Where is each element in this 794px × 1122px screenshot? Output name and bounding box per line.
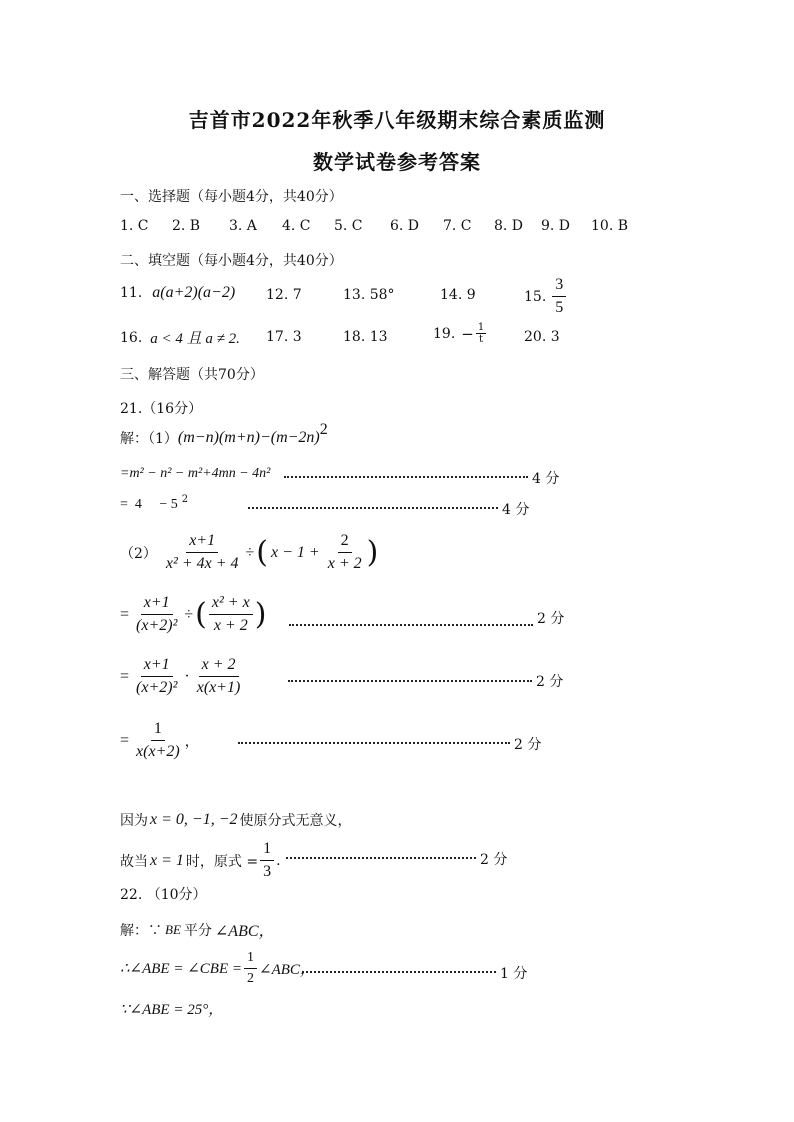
right-paren: ) (254, 596, 267, 632)
fraction (325, 532, 365, 573)
mc-answer: 9. D (541, 218, 571, 234)
mc-answer: 5. C (334, 218, 363, 234)
numerator: 3 (552, 276, 566, 297)
question-number: 19. (433, 325, 456, 342)
q22-line2 (120, 950, 315, 987)
section3-heading: 三、解答题（共70分） (120, 367, 264, 383)
q22-heading: 22. （10分） (120, 887, 207, 903)
dot-leader (286, 857, 476, 859)
denominator: x(x+2) (136, 743, 180, 760)
q21-step4 (120, 656, 245, 697)
note-text: . (276, 852, 281, 869)
denominator: (x+2)² (136, 617, 178, 634)
math-expression: ∵∠ABE = 25°， (120, 1002, 224, 1018)
mc-answer: 1. C (120, 218, 149, 234)
fill-answer-15 (524, 276, 568, 317)
denominator: t (479, 334, 484, 345)
q21-note2 (120, 840, 281, 881)
equals-sign: = (120, 605, 130, 623)
section2-heading: 二、填空题（每小题4分，共40分） (120, 253, 343, 269)
mc-answer: 8. D (494, 218, 524, 234)
question-number: 16. (120, 329, 143, 346)
q21-note1 (120, 810, 352, 830)
q21-step2 (120, 493, 189, 513)
fill-answer-17: 17. 3 (266, 329, 302, 345)
denominator: x(x+1) (196, 679, 241, 696)
equals-sign: = (120, 731, 130, 749)
multiply-dot: · (184, 667, 190, 685)
math-expression: BE (165, 921, 181, 937)
fraction (209, 594, 253, 635)
page-subtitle: 数学试卷参考答案 (313, 150, 481, 174)
q21-part1 (120, 421, 328, 448)
dot-leader (284, 476, 528, 478)
q21-step5 (120, 720, 199, 761)
dot-leader (302, 971, 496, 973)
question-number: 15. (524, 288, 547, 305)
dot-leader (288, 680, 532, 682)
question-number: 11. (120, 285, 143, 301)
fraction (552, 276, 566, 317)
numerator: 1 (477, 322, 485, 333)
right-paren: ) (366, 534, 379, 570)
note-text: 平分 (183, 922, 212, 939)
math-expression: x − 1 + (271, 543, 320, 561)
numerator: x+1 (141, 656, 173, 677)
mc-answer: 2. B (172, 218, 201, 234)
left-paren: ( (195, 596, 207, 632)
note-text: 因为 (120, 813, 148, 829)
numerator: 2 (338, 532, 352, 553)
denominator: 3 (263, 863, 272, 880)
denominator: x + 2 (213, 617, 248, 634)
score-label: 4 分 (502, 502, 530, 518)
mc-answer: 7. C (443, 218, 472, 234)
left-paren: ( (256, 534, 269, 570)
math-expression: a < 4 且 a ≠ 2. (150, 331, 240, 347)
section1-heading: 一、选择题（每小题4分，共40分） (120, 189, 343, 205)
comma: ， (184, 733, 199, 750)
mc-answer: 3. A (229, 218, 257, 234)
math-expression: ∠ABC， (214, 923, 275, 940)
score-label: 2 分 (480, 852, 508, 868)
minus-sign: − (461, 324, 474, 343)
exponent: 2 (319, 421, 328, 438)
note-text: 故当 (120, 853, 148, 870)
numerator: 1 (151, 720, 165, 741)
fraction (133, 720, 183, 761)
fraction (133, 656, 180, 697)
fill-answer-14: 14. 9 (440, 287, 476, 303)
fraction (194, 656, 244, 697)
fill-answer-13: 13. 58° (343, 287, 395, 303)
divide-sign: ÷ (184, 605, 194, 623)
numerator: 1 (244, 950, 257, 969)
math-expression: =m² − n² − m²+4mn − 4n² (120, 466, 271, 481)
score-label: 2 分 (537, 611, 565, 627)
numerator: x² + x (209, 594, 253, 615)
math-expression: x = 1 (150, 851, 184, 869)
denominator: x² + 4x + 4 (165, 555, 239, 572)
math-expression: ∠ABC， (259, 962, 315, 978)
q21-step3 (120, 594, 266, 635)
mc-answer: 10. B (591, 218, 629, 234)
score-label: 2 分 (536, 674, 564, 690)
numerator: x + 2 (199, 656, 239, 677)
fraction (260, 840, 274, 881)
denominator: x + 2 (327, 555, 362, 572)
fraction (133, 594, 180, 635)
note-text: 时，原式 = (185, 853, 259, 870)
denominator: 2 (247, 971, 254, 986)
math-expression: (m−n)(m+n)−(m−2n) (177, 429, 320, 446)
fill-answer-20: 20. 3 (524, 329, 560, 345)
q22-line3 (120, 998, 223, 1019)
q21-part2 (120, 532, 378, 573)
fill-answer-11 (120, 284, 235, 302)
score-label: 1 分 (500, 966, 528, 982)
solution-label: 解：（1） (120, 431, 178, 447)
q22-line1 (120, 918, 275, 941)
numerator: 1 (260, 840, 274, 861)
math-expression: a(a+2)(a−2) (152, 284, 236, 301)
mc-answer: 4. C (282, 218, 311, 234)
denominator: (x+2)² (136, 679, 178, 696)
fraction (476, 322, 486, 345)
q21-heading: 21.（16分） (120, 401, 203, 417)
math-expression: x = 0, −1, −2 (150, 811, 238, 828)
fill-answer-19 (433, 322, 488, 345)
denominator: 5 (555, 299, 564, 316)
fill-answer-16 (120, 327, 240, 348)
score-label: 4 分 (532, 471, 560, 487)
solution-label: 解：∵ (120, 922, 162, 939)
score-label: 2 分 (514, 737, 542, 753)
dot-leader (289, 624, 533, 626)
part-label: （2） (120, 545, 157, 562)
note-text: 使原分式无意义， (239, 813, 352, 829)
q21-step1 (120, 466, 270, 482)
math-expression: ∴∠ABE = ∠CBE = (120, 961, 242, 977)
dot-leader (238, 742, 510, 744)
numerator: x+1 (141, 594, 173, 615)
numerator: x+1 (186, 532, 218, 553)
equals-sign: = (120, 667, 130, 685)
exponent: 2 (181, 493, 189, 505)
mc-answer: 6. D (390, 218, 420, 234)
fill-answer-12: 12. 7 (266, 287, 302, 303)
page-title: 吉首市2022年秋季八年级期末综合素质监测 (188, 108, 606, 132)
fraction (163, 532, 242, 573)
fraction (244, 950, 257, 987)
math-expression: = 4 − 5 (120, 497, 178, 512)
dot-leader (248, 507, 498, 509)
divide-sign: ÷ (245, 543, 255, 561)
fill-answer-18: 18. 13 (343, 329, 388, 345)
